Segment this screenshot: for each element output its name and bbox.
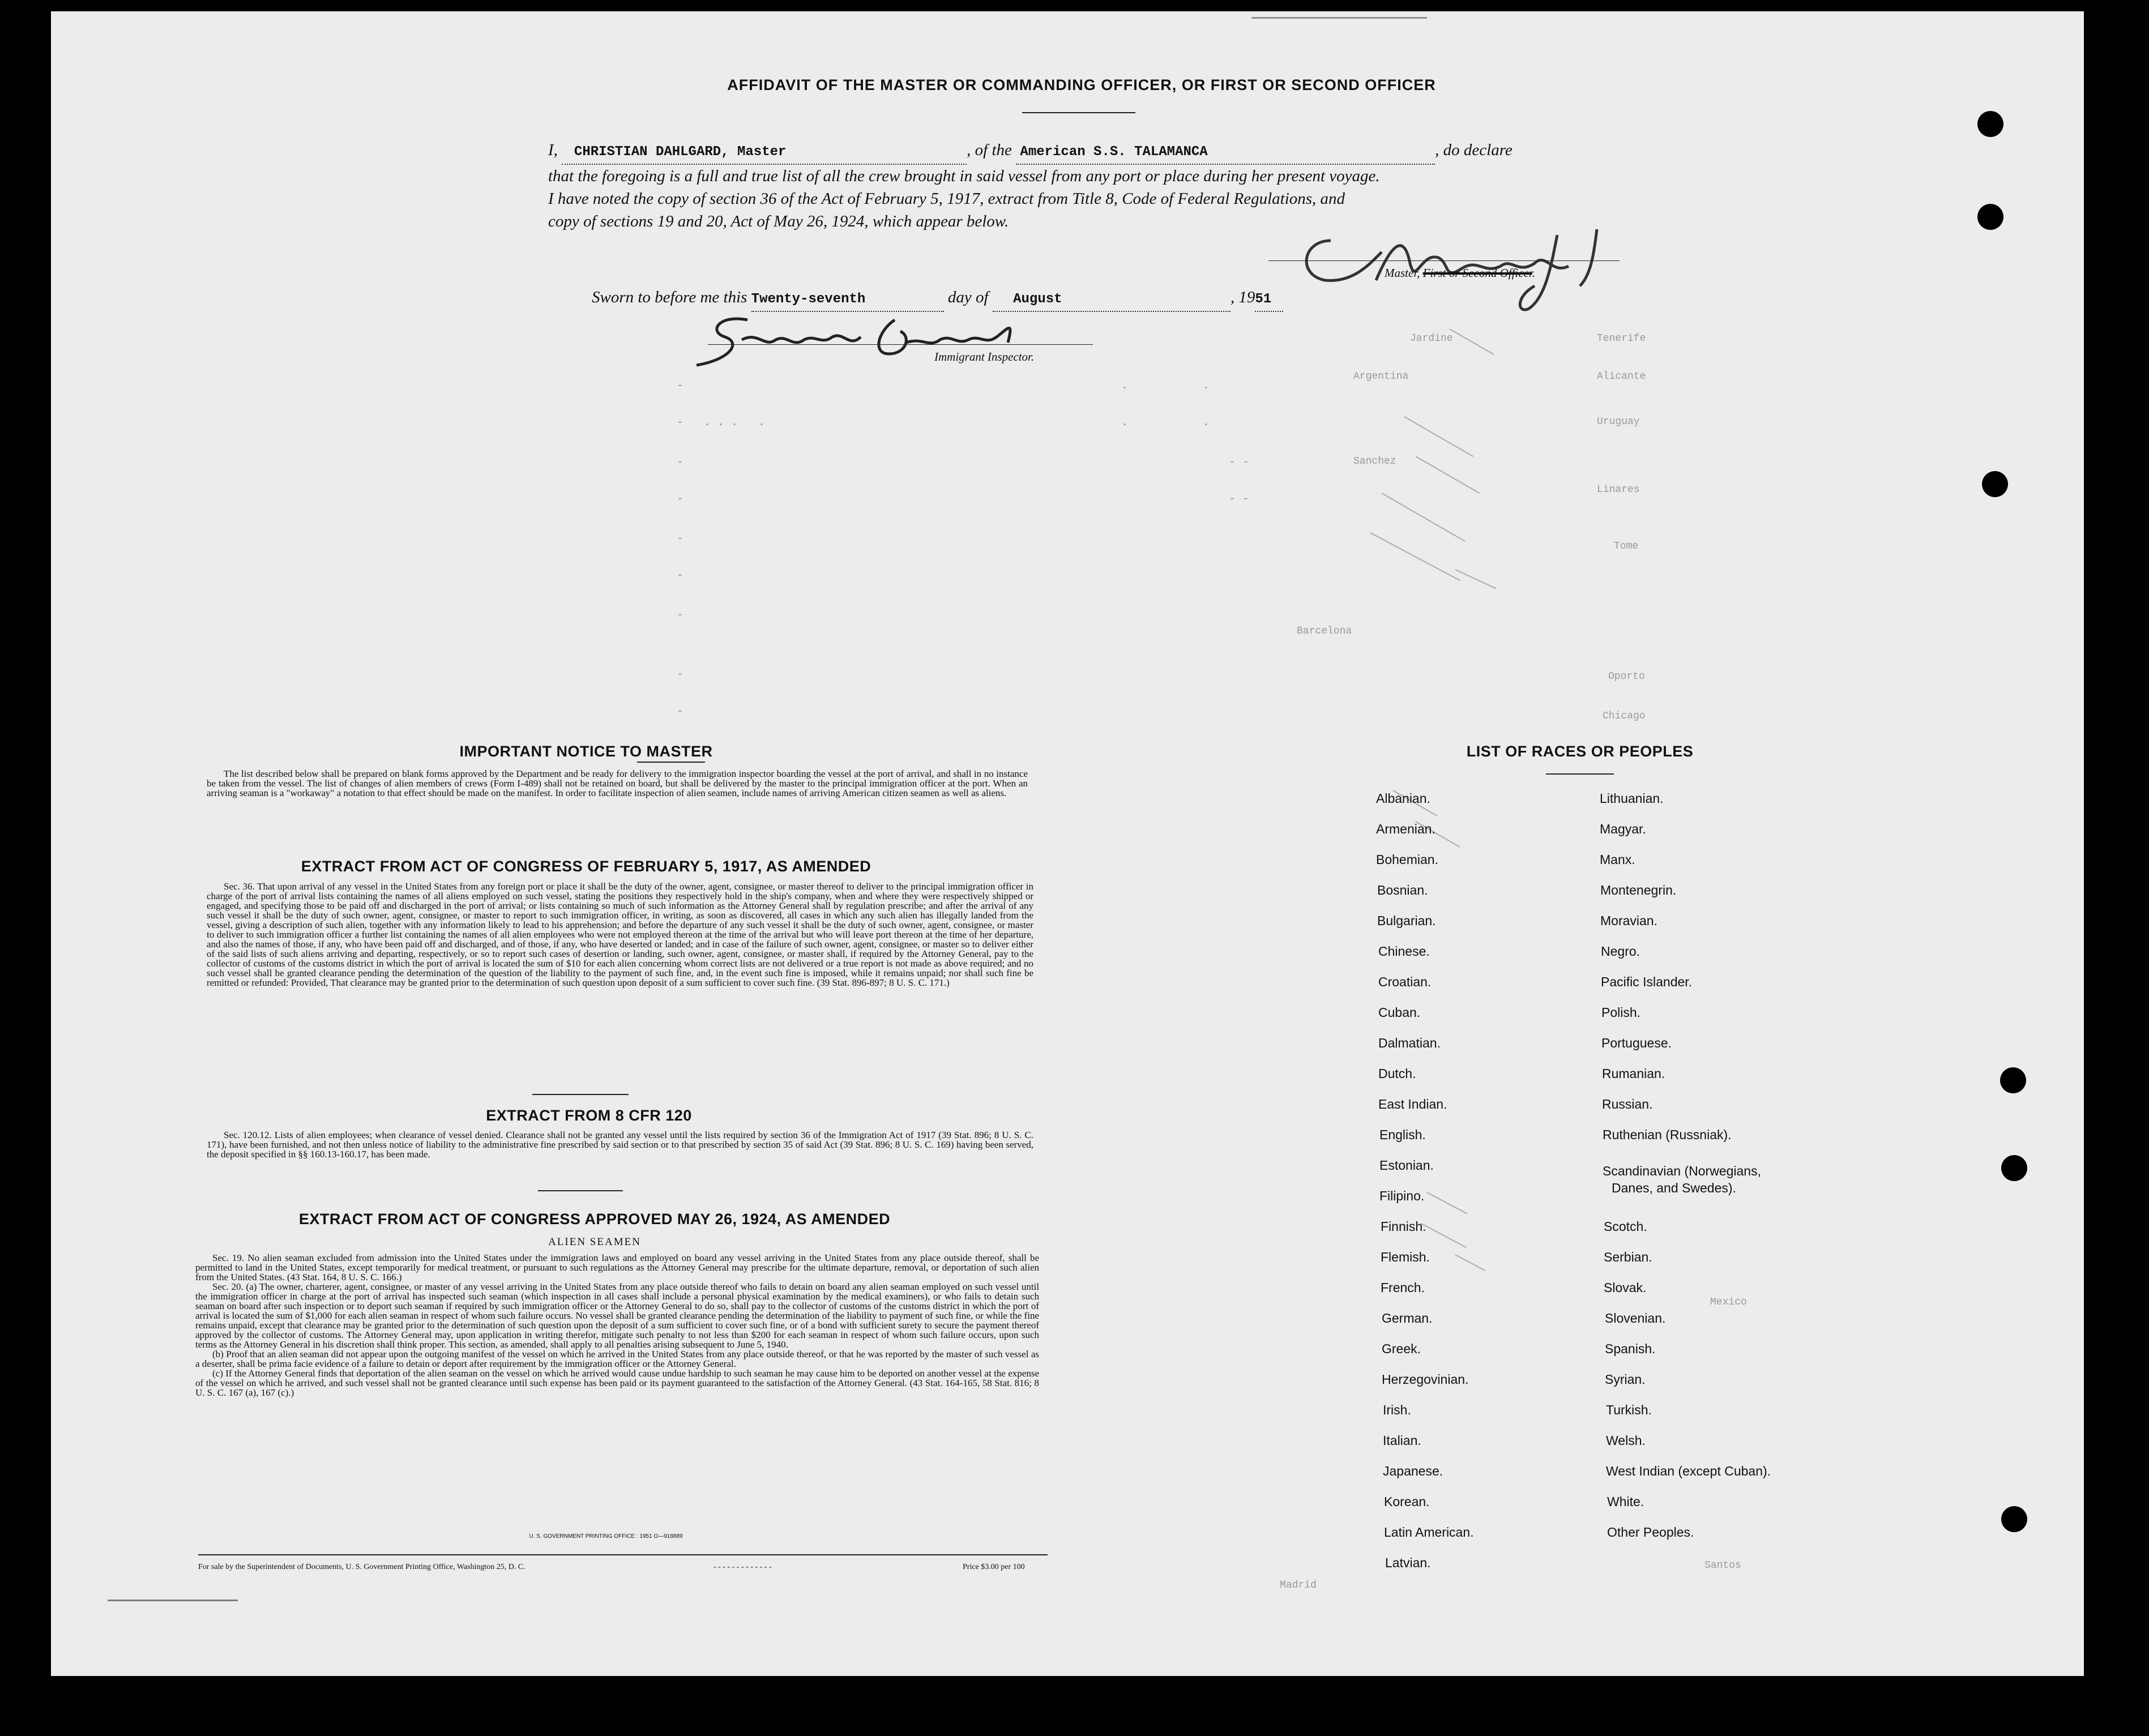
race-item: Irish. <box>1383 1403 1411 1417</box>
bleed-through-text: Barcelona <box>1297 626 1352 637</box>
extract-1924-paragraph: (c) If the Attorney General finds that deportation of the alien seaman on the vessel on which he arrived would cause undue hardship to such seaman he may cause him to be deported on another vessel at the expense of the vessel on which he arrived, and such vessel shall not be granted clearance until such expense has been paid or its payment guaranteed to the satisfaction of the Attorney General. (43 Stat. 164-165, 58 Stat. 816; 8 U. S. C. 167 (a), 167 (c).) <box>195 1368 1039 1398</box>
race-item: Lithuanian. <box>1600 791 1664 806</box>
race-item: Scotch. <box>1604 1219 1647 1234</box>
race-item: Greek. <box>1382 1341 1421 1356</box>
race-item: Finnish. <box>1381 1219 1426 1234</box>
bleed-through-text: Oporto <box>1608 671 1645 682</box>
race-item: West Indian (except Cuban). <box>1606 1464 1771 1478</box>
bleed-through-text: Mexico <box>1710 1297 1747 1308</box>
bleed-through-dash: - <box>677 609 684 622</box>
bleed-through-text: Madrid <box>1280 1580 1317 1591</box>
race-item: Slovenian. <box>1605 1311 1666 1325</box>
sworn-day: Twenty-seventh <box>751 292 866 307</box>
inspector-caption: Immigrant Inspector. <box>934 350 1035 364</box>
bleed-through-dash: - <box>677 379 684 392</box>
race-item: Estonian. <box>1379 1158 1434 1173</box>
master-name: CHRISTIAN DAHLGARD, Master <box>574 144 787 160</box>
sale-notice-price: Price $3.00 per 100 <box>963 1563 1025 1571</box>
bleed-through-text: Chicago <box>1603 711 1646 722</box>
master-signature-line <box>1268 260 1620 261</box>
race-item: White. <box>1607 1494 1644 1509</box>
bleed-through-text: Argentina <box>1353 371 1409 382</box>
race-item: Bohemian. <box>1376 852 1438 867</box>
race-item: Armenian. <box>1376 822 1435 836</box>
punch-hole <box>1977 111 2003 137</box>
bleed-through-text: Santos <box>1704 1560 1741 1571</box>
sale-notice-dots: - - - - - - - - - - - - - <box>714 1563 772 1571</box>
races-rule <box>1546 773 1614 775</box>
race-item: German. <box>1382 1311 1433 1325</box>
master-caption: Master, First or Second Officer. <box>1385 266 1535 280</box>
bleed-through-dash: - <box>677 532 684 545</box>
extract-1924-heading: EXTRACT FROM ACT OF CONGRESS APPROVED MAY 26, 1924, AS AMENDED <box>298 1211 891 1228</box>
race-item: English. <box>1379 1127 1426 1142</box>
extract-1924-paragraph: Sec. 19. No alien seaman excluded from admission into the United States under the immigration laws and employed on board any vessel arriving in the United States from any place outside thereof, shall be permitted to land in the United States, except temporarily for medical treatment, or pursuant to such regulations as the Attorney General may prescribe for the ultimate departure, removal, or deportation of such alien from the United States. (43 Stat. 164, 8 U. S. C. 166.) <box>195 1252 1039 1282</box>
race-item: Latvian. <box>1385 1555 1431 1570</box>
race-item: Dalmatian. <box>1378 1036 1441 1050</box>
scan-edge-mark <box>108 1600 238 1601</box>
title-rule <box>1022 112 1135 113</box>
inspector-signature-line <box>708 344 1093 345</box>
race-item: Bulgarian. <box>1377 913 1436 928</box>
sale-notice-left: For sale by the Superintendent of Documents, U. S. Government Printing Office, Washington 25, D. C. <box>198 1563 525 1571</box>
race-item: Other Peoples. <box>1607 1525 1694 1540</box>
vessel-name: American S.S. TALAMANCA <box>1020 144 1208 160</box>
declaration-line-1: I, CHRISTIAN DAHLGARD, Master , of the American S.S. TALAMANCA , do declare <box>548 139 1630 165</box>
sworn-year: 51 <box>1255 292 1272 307</box>
punch-hole <box>1977 204 2003 230</box>
race-item: Danes, and Swedes). <box>1612 1181 1736 1195</box>
race-item: Manx. <box>1600 852 1635 867</box>
document-page <box>51 11 2084 1676</box>
race-item: Flemish. <box>1381 1250 1430 1264</box>
sworn-month: August <box>1013 292 1062 307</box>
race-item: Italian. <box>1383 1433 1421 1448</box>
race-item: Latin American. <box>1384 1525 1474 1540</box>
race-item: Syrian. <box>1605 1372 1646 1387</box>
race-item: Moravian. <box>1600 913 1657 928</box>
race-item: Herzegovinian. <box>1382 1372 1469 1387</box>
bleed-through-text: Tenerife <box>1597 333 1646 344</box>
bleed-through-dash: - <box>677 705 684 718</box>
bleed-through-dash: . . <box>1121 379 1210 392</box>
races-heading: LIST OF RACES OR PEOPLES <box>1466 743 1694 760</box>
race-item: Slovak. <box>1604 1280 1647 1295</box>
bleed-through-text: Linares <box>1597 484 1640 495</box>
bleed-through-dash: - - <box>1229 456 1250 469</box>
race-item: Turkish. <box>1606 1403 1652 1417</box>
punch-hole <box>1982 471 2008 497</box>
bleed-through-dash: - <box>677 668 684 681</box>
race-item: Cuban. <box>1378 1005 1421 1020</box>
punch-hole <box>2001 1155 2027 1181</box>
race-item: Chinese. <box>1378 944 1430 959</box>
notice-text: The list described below shall be prepared on blank forms approved by the Department and be ready for delivery to the immigration inspector boarding the vessel at the port of arrival, and shall in no instance be taken from the vessel. The list of changes of alien members of crews (Form I-489) shall not be retained on board, but shall be delivered by the master to the principal immigration officer at the port. When an arriving seaman is a "workaway" a notation to that effect should be made on the manifest. In order to facilitate inspection of alien seamen, include names of arriving American citizen seamen as well as aliens. <box>207 768 1028 798</box>
race-item: Dutch. <box>1378 1066 1416 1081</box>
race-item: Pacific Islander. <box>1601 974 1693 989</box>
extract-1924-rule <box>538 1190 623 1191</box>
race-item: Ruthenian (Russniak). <box>1603 1127 1732 1142</box>
notice-rule <box>637 762 705 763</box>
punch-hole <box>2000 1067 2026 1093</box>
bleed-through-dash: - <box>677 456 684 469</box>
extract-1924-text <box>195 1253 1039 1397</box>
extract-cfr-heading: EXTRACT FROM 8 CFR 120 <box>486 1107 692 1124</box>
extract-1917-text: Sec. 36. That upon arrival of any vessel in the United States from any foreign port or place it shall be the duty of the owner, agent, consignee, or master thereof to deliver to the principal immigration officer in charge of the port of arrival lists containing the names of all aliens employed on such vessel, stating the positions they respectively hold in the ship's company, when and where they were respectively shipped or engaged, and specifying those to be paid off and discharged in the port of arrival; or lists containing so much of such information as the Attorney General shall by regulation prescribe; and after the arrival of any such vessel it shall be the duty of such owner, agent, consignee, or master to report to such immigration officer, in writing, as soon as discovered, all cases in which any such alien has illegally landed from the vessel, giving a description of such alien, together with any information likely to lead to his apprehension; and before the departure of any such vessel it shall be the duty of such owner, agent, consignee, or master to deliver to such immigration officer a further list containing the names of all alien employees who were not employed thereon at the time of the arrival but who will leave port thereon at the time of her departure, and also the names of those, if any, who have been paid off and discharged, and of those, if any, who have deserted or landed; and in case of the failure of such owner, agent, consignee, or master so to deliver either of the said lists of such aliens arriving and departing, respectively, or so to report such cases of desertion or landing, such owner, agent, consignee, or master shall, if required by the Attorney General, pay to the collector of customs of the customs district in which the port of arrival is located the sum of $10 for each alien concerning whom correct lists are not delivered or a true report is not made as above required; and no such vessel shall be granted clearance pending the determination of the question of the liability to the payment of such fine, and, in the event such fine is imposed, while it remains unpaid; nor shall such fine be remitted or refunded: Provided, That clearance may be granted prior to the determination of such question upon deposit of a sum sufficient to cover such fine. (39 Stat. 896-897; 8 U. S. C. 171.) <box>207 881 1033 988</box>
race-item: Magyar. <box>1600 822 1646 836</box>
bleed-through-dash: - <box>677 569 684 582</box>
declaration-line-3: I have noted the copy of section 36 of the Act of February 5, 1917, extract from Title 8, Code of Federal Regulations, and <box>548 190 1345 208</box>
bleed-through-dash: . . <box>1121 416 1210 429</box>
bleed-through-text: Uruguay <box>1597 416 1640 427</box>
bleed-through-dash: - - <box>1229 493 1250 506</box>
race-item: Albanian. <box>1376 791 1430 806</box>
race-item: Croatian. <box>1378 974 1432 989</box>
race-item: Welsh. <box>1606 1433 1646 1448</box>
race-item: Bosnian. <box>1377 883 1428 897</box>
declaration-line-4: copy of sections 19 and 20, Act of May 26, 1924, which appear below. <box>548 212 1009 230</box>
notice-heading: IMPORTANT NOTICE TO MASTER <box>459 743 713 760</box>
race-item: Rumanian. <box>1602 1066 1665 1081</box>
race-item: Japanese. <box>1383 1464 1443 1478</box>
scan-edge-mark <box>1251 17 1427 19</box>
race-item: Scandinavian (Norwegians, <box>1603 1164 1761 1178</box>
bleed-through-text: Sanchez <box>1353 456 1396 467</box>
race-item: Korean. <box>1384 1494 1430 1509</box>
affidavit-title: AFFIDAVIT OF THE MASTER OR COMMANDING OFFICER, OR FIRST OR SECOND OFFICER <box>727 76 1436 93</box>
race-item: Filipino. <box>1379 1188 1425 1203</box>
race-item: Portuguese. <box>1601 1036 1672 1050</box>
race-item: French. <box>1381 1280 1425 1295</box>
bleed-through-text: Tome <box>1614 541 1639 552</box>
extract-1924-paragraph: Sec. 20. (a) The owner, charterer, agent, consignee, or master of any vessel arriving in the United States from any place outside thereof who fails to detain on board any alien seaman employed on such vessel until the immigration officer in charge at the port of arrival has inspected such seaman (which inspection in all cases shall include a personal physical examination by the medical examiners), or who fails to detain such seaman on board after such inspection or to deport such seaman if required by such immigration officer or the Attorney General to do so, shall pay to the collector of customs of the customs district in which the port of arrival is located the sum of $1,000 for each alien seaman in respect of whom such failure occurs. No vessel shall be granted clearance pending the determination of the liability to payment of such fine, or while the fine remains unpaid, except that clearance may be granted prior to the determination of such question upon the deposit of a sum sufficient to cover such fine, or of a bond with sufficient surety to secure the payment thereof approved by the collector of customs. The Attorney General may, upon application in writing therefor, mitigate such penalty to not less than $200 for each seaman in respect of whom such failure occurs, upon such terms as the Attorney General in his discretion shall think proper. This section, as amended, shall apply to all penalties arising subsequent to June 5, 1940. <box>195 1281 1039 1350</box>
race-item: Serbian. <box>1604 1250 1652 1264</box>
race-item: Polish. <box>1601 1005 1641 1020</box>
declaration-line-2: that the foregoing is a full and true list of all the crew brought in said vessel from any port or place during her present voyage. <box>548 167 1380 185</box>
alien-seamen-subheading: ALIEN SEAMEN <box>548 1236 641 1248</box>
printing-office-line: U. S. GOVERNMENT PRINTING OFFICE : 1951 O—918889 <box>529 1533 683 1540</box>
extract-cfr-text: Sec. 120.12. Lists of alien employees; when clearance of vessel denied. Clearance shall not be granted any vessel until the lists required by section 36 of the Immigration Act of 1917 (39 Stat. 896; 8 U. S. C. 171), have been furnished, and not then unless notice of liability to the administrative fine prescribed by said section or to that prescribed by section 35 of said Act (39 Stat. 896; 8 U. S. C. 169) having been served, the deposit specified in §§ 160.13-160.17, has been made. <box>207 1130 1033 1160</box>
race-item: Montenegrin. <box>1600 883 1677 897</box>
bleed-through-text: Jardine <box>1410 333 1453 344</box>
footer-rule <box>198 1554 1048 1555</box>
race-item: Spanish. <box>1605 1341 1656 1356</box>
punch-hole <box>2001 1506 2027 1532</box>
race-item: East Indian. <box>1378 1097 1447 1111</box>
sworn-line: Sworn to before me this Twenty-seventh day of August , 1951 <box>592 286 1283 312</box>
bleed-through-text: Alicante <box>1597 371 1646 382</box>
cfr-rule <box>532 1094 629 1095</box>
bleed-through-dash: - . . . . <box>677 416 766 429</box>
extract-1917-heading: EXTRACT FROM ACT OF CONGRESS OF FEBRUARY 5, 1917, AS AMENDED <box>301 858 871 875</box>
race-item: Russian. <box>1602 1097 1653 1111</box>
struck-officer-text: First or Second Officer <box>1422 266 1532 280</box>
extract-1924-paragraph: (b) Proof that an alien seaman did not appear upon the outgoing manifest of the vessel on which he arrived in the United States from any place outside thereof, or that he was reported by the master of such vessel as a deserter, shall be prima facie evidence of a failure to detain or deport after requirement by the immigration officer or the Attorney General. <box>195 1349 1039 1369</box>
bleed-through-dash: - <box>677 493 684 506</box>
race-item: Negro. <box>1601 944 1640 959</box>
